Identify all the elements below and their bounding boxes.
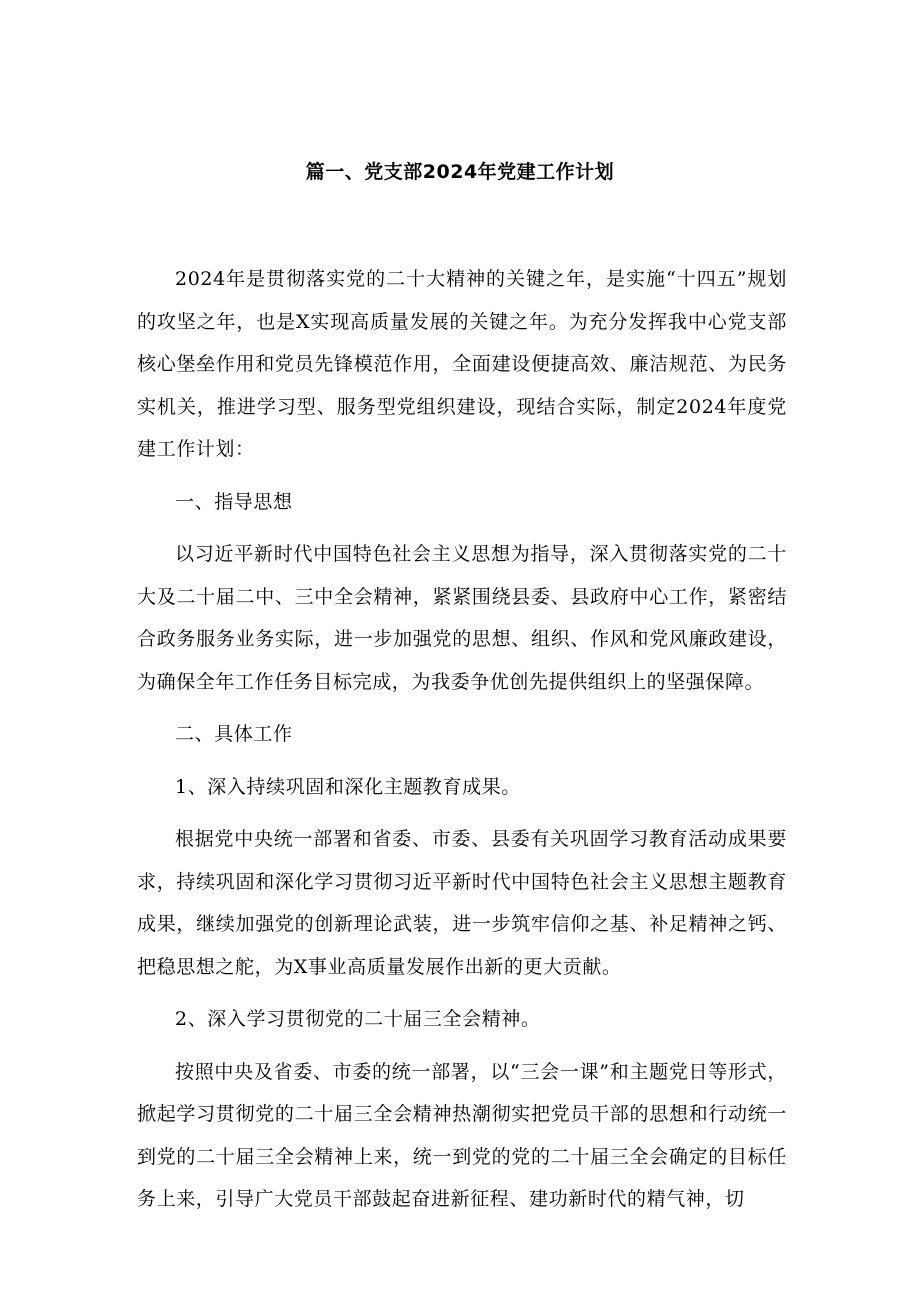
document-body — [137, 258, 787, 1231]
document-title: 篇一、党支部2024年党建工作计划 — [305, 161, 615, 183]
section-heading-guiding-thought: 一、指导思想 — [175, 490, 293, 513]
section-heading-specific-work: 二、具体工作 — [175, 723, 293, 745]
intro-paragraph: 2024年是贯彻落实党的二十大精神的关键之年，是实施“十四五”规划的攻坚之年，也是X实现高质量发展的关键之年。为充分发挥我中心党支部核心堡垒作用和党员先锋模范作用，全面建设便捷高效、廉洁规范、为民务实机关，推进学习型、服务型党组织建设，现结合实际，制定2024年度党建工作计划： — [137, 268, 787, 460]
item-1-paragraph: 根据党中央统一部署和省委、市委、县委有关巩固学习教育活动成果要求，持续巩固和深化学习贯彻习近平新时代中国特色社会主义思想主题教育成果，继续加强党的创新理论武装，进一步筑牢信仰之基、补足精神之钙、把稳思想之舵，为X事业高质量发展作出新的更大贡献。 — [137, 828, 787, 978]
guiding-thought-paragraph: 以习近平新时代中国特色社会主义思想为指导，深入贯彻落实党的二十大及二十届二中、三中全会精神，紧紧围绕县委、县政府中心工作，紧密结合政务服务业务实际，进一步加强党的思想、组织、作风和党风廉政建设，为确保全年工作任务目标完成，为我委争优创先提供组织上的坚强保障。 — [137, 543, 787, 693]
item-1-heading: 1、深入持续巩固和深化主题教育成果。 — [175, 775, 521, 798]
item-2-heading: 2、深入学习贯彻党的二十届三全会精神。 — [175, 1008, 541, 1030]
item-2-paragraph: 按照中央及省委、市委的统一部署，以“三会一课”和主题党日等形式，掀起学习贯彻党的二十届三全会精神热潮彻实把党员干部的思想和行动统一到党的二十届三全会精神上来，统一到党的党的二十届三全会确定的目标任务上来，引导广大党员干部鼓起奋进新征程、建功新时代的精气神，切 — [137, 1060, 787, 1210]
